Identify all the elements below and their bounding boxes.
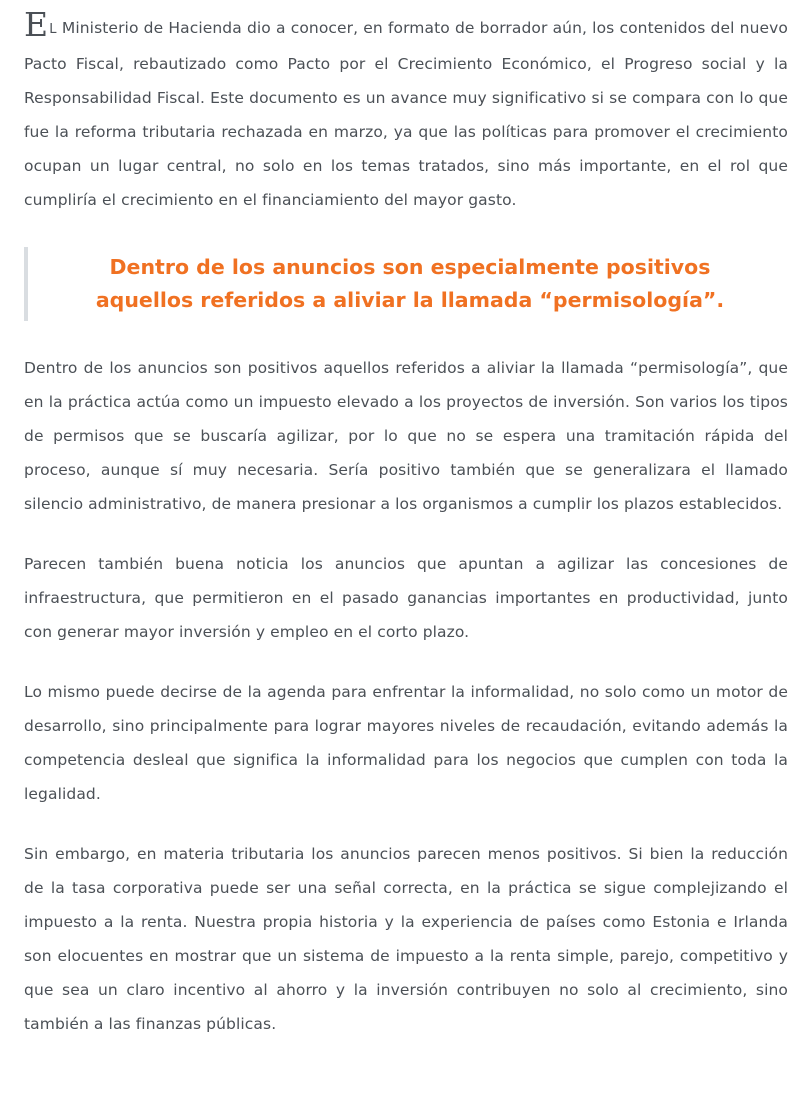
- paragraph-1: [24, 5, 788, 217]
- paragraph-3: Parecen también buena noticia los anuncios que apuntan a agilizar las concesiones de infraestructura, que permitieron en el pasado ganancias importantes en productividad, junto con generar mayor inversión y empleo en el corto plazo.: [24, 555, 788, 641]
- paragraph-1-text: Ministerio de Hacienda dio a conocer, en formato de borrador aún, los contenidos del nuevo Pacto Fiscal, rebautizado como Pacto por el Crecimiento Económico, el Progreso social y la Responsabilidad Fiscal. Este documento es un avance muy significativo si se compara con lo que fue la reforma tributaria rechazada en marzo, ya que las políticas para promover el crecimiento ocupan un lugar central, no solo en los temas tratados, sino más importante, en el rol que cumpliría el crecimiento en el financiamiento del mayor gasto.: [24, 19, 788, 209]
- paragraph-2: Dentro de los anuncios son positivos aquellos referidos a aliviar la llamada “permisología”, que en la práctica actúa como un impuesto elevado a los proyectos de inversión. Son varios los tipos de permisos que se buscaría agilizar, por lo que no se espera una tramitación rápida del proceso, aunque sí muy necesaria. Sería positivo también que se generalizara el llamado silencio administrativo, de manera presionar a los organismos a cumplir los plazos establecidos.: [24, 359, 788, 513]
- pull-quote-text: Dentro de los anuncios son especialmente positivos aquellos referidos a aliviar la llamada “permisología”.: [95, 255, 725, 312]
- pull-quote: [24, 247, 788, 321]
- drop-cap: E: [24, 5, 49, 44]
- drop-cap-rest: L: [49, 22, 57, 37]
- paragraph-4: Lo mismo puede decirse de la agenda para enfrentar la informalidad, no solo como un motor de desarrollo, sino principalmente para lograr mayores niveles de recaudación, evitando además la competencia desleal que significa la informalidad para los negocios que cumplen con toda la legalidad.: [24, 683, 788, 803]
- paragraph-5: Sin embargo, en materia tributaria los anuncios parecen menos positivos. Si bien la reducción de la tasa corporativa puede ser una señal correcta, en la práctica se sigue complejizando el impuesto a la renta. Nuestra propia historia y la experiencia de países como Estonia e Irlanda son elocuentes en mostrar que un sistema de impuesto a la renta simple, parejo, competitivo y que sea un claro incentivo al ahorro y la inversión contribuyen no solo al crecimiento, sino también a las finanzas públicas.: [24, 845, 788, 1033]
